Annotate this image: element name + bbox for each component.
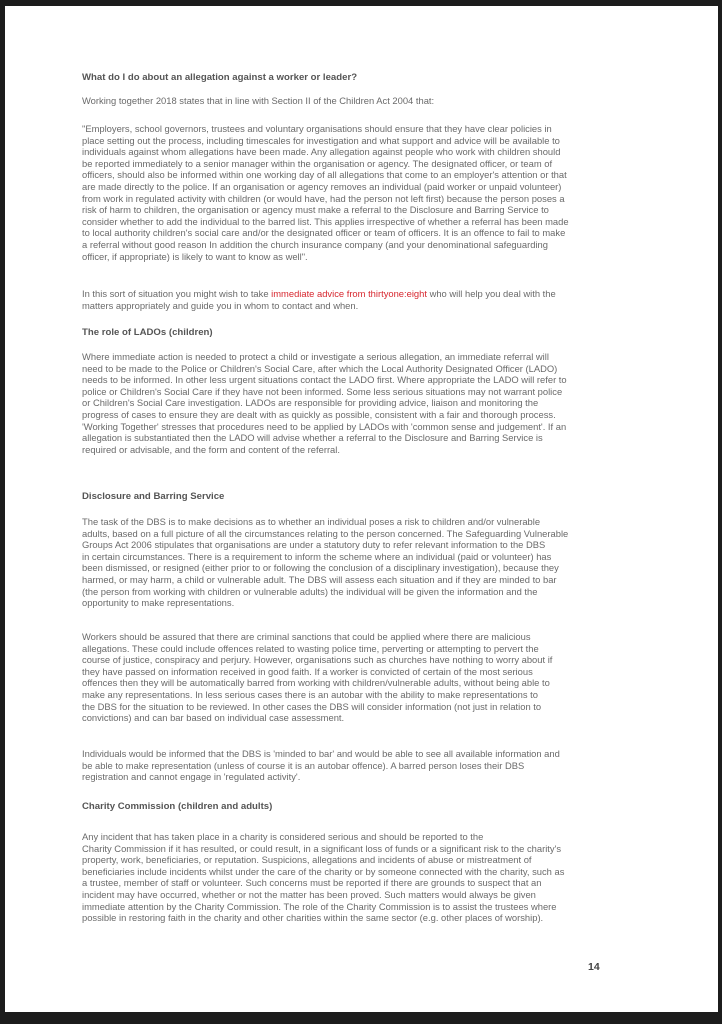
text-line: the DBS for the situation to be reviewed. In other cases the DBS will consider information (not just in relation to [82,700,542,712]
text-line: risk of harm to children, the organisation or agency must make a referral to the Disclosure and Barring Service to [82,204,549,216]
text-line: a trustee, member of staff or volunteer. Such concerns must be reported if there are grounds to suspect that an [82,877,542,889]
text-line: incident may have occurred, whether or not the matter has been proved. Such matters would always be given [82,888,536,900]
text-line: are made directly to the police. If an organisation or agency removes an individual (paid worker or unpaid volunteer) [82,180,562,192]
paragraph-quote [82,123,647,262]
text-line: officer, if appropriate) is likely to want to know as well". [82,250,308,262]
text-line: course of justice, conspiracy and perjury. However, organisations such as churches have nothing to worry about if [82,654,553,666]
thirtyone-eight-advice-link[interactable]: immediate advice from thirtyone:eight [271,288,427,299]
text-line: to local authority children's social care and/or the designated officer or team of officers. It is an offence to fail to make [82,227,566,239]
text-line: The task of the DBS is to make decisions as to whether an individual poses a risk to children and/or vulnerable [82,516,541,527]
text-line: matters appropriately and guide you in whom to contact and when. [82,299,359,311]
document-page [5,6,718,1012]
paragraph-dbs-task [82,516,647,609]
text-line: Working together 2018 states that in line with Section II of the Children Act 2004 that: [82,95,435,106]
paragraph-working-together [82,95,647,107]
text-line: make any representations. In less serious cases there is an autobar with the ability to make representations to [82,688,538,700]
text-line: from work in regulated activity with children (or would have, had the person not left first) because the person poses a [82,192,565,204]
text-line: harmed, or may harm, a child or vulnerable adult. The DBS will assess each situation and if they are minded to bar [82,573,557,585]
text-line: they have passed on information received in good faith. If a worker is convicted of certain of the most serious [82,665,533,677]
text-line: 'Working Together' stresses that procedures need to be applied by LADOs with 'common sense and judgement'. If an [82,420,567,432]
text-line: offences then they will be automatically barred from working with children/vulnerable adults, without being able to [82,677,550,689]
text-line: immediate attention by the Charity Commission. The role of the Charity Commission is to assist the trustees where [82,900,557,912]
paragraph-dbs-sanctions [82,631,647,724]
advice-text-before: In this sort of situation you might wish to take [82,288,272,299]
text-line: police or Children's Social Care if they have not been informed. Some less serious situations may not warrant police [82,385,563,397]
text-line: (the person from working with children or vulnerable adults) the individual will be given the information and the [82,585,538,597]
text-line: Charity Commission if it has resulted, or could result, in a significant loss of funds or a significant risk to the charity's [82,842,562,854]
text-line: in certain circumstances. There is a requirement to inform the scheme where an individual (paid or volunteer) has [82,550,552,562]
text-line: individuals against whom allegations have been made. Any allegation against people who work with children should [82,146,561,158]
text-line: a referral without good reason In addition the church insurance company (and your denominational safeguarding [82,238,548,250]
paragraph-dbs-minded-to-bar [82,748,647,783]
heading-lados: The role of LADOs (children) [82,327,213,338]
text-line: officers, should also be informed within one working day of all allegations that come to an employer's attention or that [82,169,567,181]
text-line: beneficiaries include incidents whilst under the care of the charity or by someone connected with the charity, such as [82,865,565,877]
paragraph-lados [82,351,647,455]
text-line: property, work, beneficiaries, or reputation. Suspicions, allegations and incidents of abuse or mistreatment of [82,854,532,866]
text-line: adults, based on a full picture of all the circumstances relating to the person concerned. The Safeguarding Vulnerable [82,527,569,539]
text-line: progress of cases to ensure they are dealt with as quickly as possible, consistent with a fair and thorough process. [82,408,556,420]
text-line: allegation is substantiated then the LADO will advise whether a referral to the Disclosure and Barring Service is [82,432,543,444]
heading-charity-commission: Charity Commission (children and adults) [82,801,273,812]
text-line: Any incident that has taken place in a charity is considered serious and should be reported to the [82,831,484,842]
text-line: "Employers, school governors, trustees and voluntary organisations should ensure that they have clear policies in [82,123,552,134]
text-line: been dismissed, or resigned (either prior to or following the conclusion of a disciplinary investigation), because they [82,562,559,574]
paragraph-advice [82,288,647,311]
heading-dbs: Disclosure and Barring Service [82,491,225,502]
heading-allegation: What do I do about an allegation against a worker or leader? [82,72,358,83]
text-line: registration and cannot engage in 'regulated activity'. [82,771,301,783]
page-number: 14 [588,961,600,973]
text-line: or Children's Social Care investigation. LADOs are responsible for providing advice, liaison and monitoring the [82,397,539,409]
text-line: Where immediate action is needed to protect a child or investigate a serious allegation, an immediate referral will [82,351,549,362]
text-line: be able to make representation (unless of course it is an autobar offence). A barred person loses their DBS [82,759,525,771]
text-line: consider whether to add the individual to the barred list. This applies irrespective of whether a referral has been made [82,215,569,227]
paragraph-charity-commission [82,831,647,924]
text-line: Groups Act 2006 stipulates that organisations are under a statutory duty to refer relevant information to the DBS [82,539,546,551]
text-line: needs to be informed. In other less urgent situations contact the LADO first. Where appropriate the LADO will refer to [82,374,567,386]
text-line: convictions) and can bar based on individual case assessment. [82,712,345,724]
advice-text-after: who will help you deal with the [426,288,556,299]
text-line: be reported immediately to a senior manager within the organisation or agency. The designated officer, or team of [82,157,553,169]
text-line: possible in restoring faith in the charity and other charities within the same sector (e.g. other places of worship). [82,912,544,924]
text-line: Workers should be assured that there are criminal sanctions that could be applied where there are malicious [82,631,531,642]
text-line: Individuals would be informed that the DBS is 'minded to bar' and would be able to see all available information and [82,748,560,759]
text-line: need to be made to the Police or Children's Social Care, after which the Local Authority Designated Officer (LADO) [82,362,558,374]
text-line: allegations. These could include offences related to wasting police time, perverting or attempting to pervert the [82,642,539,654]
text-line: opportunity to make representations. [82,597,235,609]
text-line: required or advisable, and the form and content of the referral. [82,443,340,455]
text-line: place setting out the process, including timescales for investigation and what support and advice will be available to [82,134,560,146]
